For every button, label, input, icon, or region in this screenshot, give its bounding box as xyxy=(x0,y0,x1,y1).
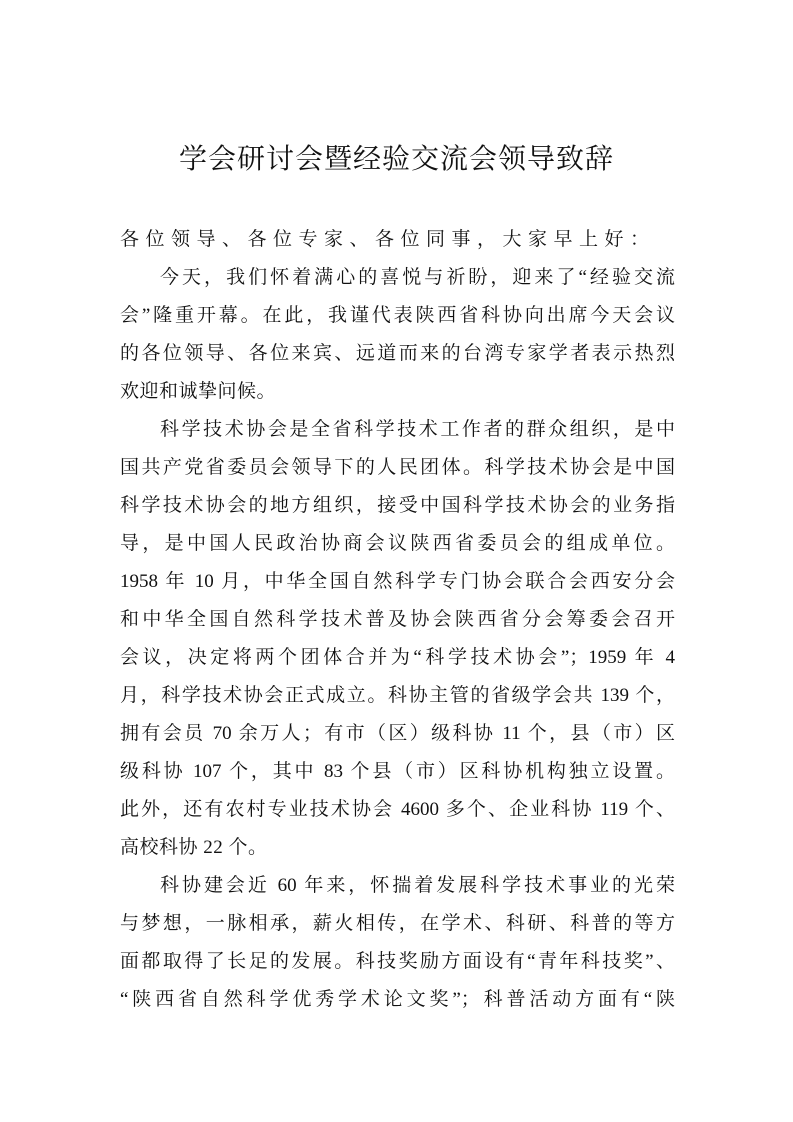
text-line: 月，科学技术协会正式成立。科协主管的省级学会共 139 个， xyxy=(120,685,675,706)
salutation-line: 各位领导、各位专家、各位同事，大家早上好： xyxy=(120,229,656,250)
text-line: 高校科协 22 个。 xyxy=(120,837,268,858)
text-line: 科学技术协会的地方组织，接受中国科学技术协会的业务指 xyxy=(120,495,675,516)
document-body xyxy=(120,221,675,1019)
text-line: 拥有会员 70 余万人；有市（区）级科协 11 个，县（市）区 xyxy=(120,723,675,744)
text-line: 科协建会近 60 年来，怀揣着发展科学技术事业的光荣 xyxy=(160,875,675,896)
text-line: 面都取得了长足的发展。科技奖励方面设有“青年科技奖”、 xyxy=(120,951,675,972)
text-line: 导，是中国人民政治协商会议陕西省委员会的组成单位。 xyxy=(120,533,675,554)
text-line: 和中华全国自然科学技术普及协会陕西省分会筹委会召开 xyxy=(120,609,675,630)
text-line: 此外，还有农村专业技术协会 4600 多个、企业科协 119 个、 xyxy=(120,799,675,820)
text-line: 今天，我们怀着满心的喜悦与祈盼，迎来了“经验交流 xyxy=(160,267,675,288)
text-line: 与梦想，一脉相承，薪火相传，在学术、科研、科普的等方 xyxy=(120,913,675,934)
text-line: 1958 年 10 月，中华全国自然科学专门协会联合会西安分会 xyxy=(120,571,675,592)
text-line: 国共产党省委员会领导下的人民团体。科学技术协会是中国 xyxy=(120,457,675,478)
text-line: 级科协 107 个，其中 83 个县（市）区科协机构独立设置。 xyxy=(120,761,675,782)
text-line: 会”隆重开幕。在此，我谨代表陕西省科协向出席今天会议 xyxy=(120,305,675,326)
text-line: “陕西省自然科学优秀学术论文奖”；科普活动方面有“陕 xyxy=(120,989,675,1010)
text-line: 的各位领导、各位来宾、远道而来的台湾专家学者表示热烈 xyxy=(120,343,675,364)
text-line: 科学技术协会是全省科学技术工作者的群众组织，是中 xyxy=(160,419,675,440)
text-line: 会议，决定将两个团体合并为“科学技术协会”；1959 年 4 xyxy=(120,647,675,668)
text-line: 欢迎和诚挚问候。 xyxy=(120,381,277,402)
document-title: 学会研讨会暨经验交流会领导致辞 xyxy=(178,144,614,175)
